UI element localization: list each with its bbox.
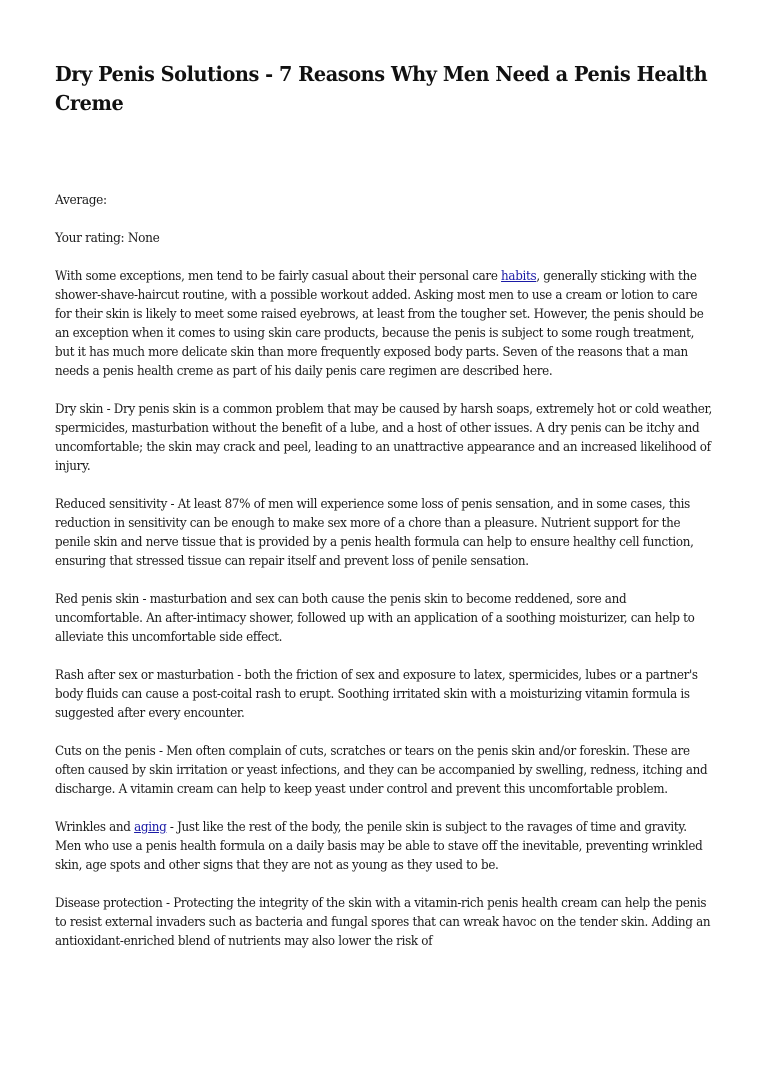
- red-skin-paragraph: Red penis skin - masturbation and sex can both cause the penis skin to become reddened, sore and uncomfortable. An after-intimacy shower, followed up with an application of a soothing moisturizer, can help to alleviate this uncomfortable side effect.: [55, 592, 695, 645]
- wrinkles-text-after: - Just like the rest of the body, the penile skin is subject to the ravages of time and gravity. Men who use a penis health formula on a daily basis may be able to stave off the inevitable, preventing wrinkled skin, age spots and other signs that they are not as young as they used to be.: [55, 820, 703, 873]
- aging-link[interactable]: aging: [134, 820, 167, 835]
- cuts-paragraph: Cuts on the penis - Men often complain of cuts, scratches or tears on the penis skin and/or foreskin. These are often caused by skin irritation or yeast infections, and they can be accompanied by swelling, redness, itching and discharge. A vitamin cream can help to keep yeast under control and prevent this uncomfortable problem.: [55, 744, 708, 797]
- average-rating-label: Average:: [55, 193, 107, 208]
- rash-paragraph: Rash after sex or masturbation - both the friction of sex and exposure to latex, spermicides, lubes or a partner's body fluids can cause a post-coital rash to erupt. Soothing irritated skin with a moisturizing vitamin formula is suggested after every encounter.: [55, 668, 698, 721]
- reduced-sensitivity-paragraph: Reduced sensitivity - At least 87% of men will experience some loss of penis sensation, and in some cases, this reduction in sensitivity can be enough to make sex more of a chore than a pleasure. Nutrient support for the penile skin and nerve tissue that is provided by a penis health formula can help to ensure healthy cell function, ensuring that stressed tissue can repair itself and prevent loss of penile sensation.: [55, 497, 694, 569]
- intro-text-before: With some exceptions, men tend to be fairly casual about their personal care: [55, 269, 502, 284]
- intro-paragraph: [55, 267, 716, 381]
- page-title: Dry Penis Solutions - 7 Reasons Why Men Need a Penis Health Creme: [55, 62, 708, 115]
- habits-link[interactable]: habits: [501, 269, 537, 284]
- disease-protection-paragraph: Disease protection - Protecting the integrity of the skin with a vitamin-rich penis health cream can help the penis to resist external invaders such as bacteria and fungal spores that can wreak havoc on the tender skin. Adding an antioxidant-enriched blend of nutrients may also lower the risk of: [55, 896, 711, 949]
- document-page: [55, 60, 715, 951]
- wrinkles-text-before: Wrinkles and: [55, 820, 135, 835]
- your-rating-label: Your rating: None: [55, 231, 160, 246]
- wrinkles-paragraph: [55, 818, 716, 875]
- dry-skin-paragraph: Dry skin - Dry penis skin is a common problem that may be caused by harsh soaps, extremely hot or cold weather, spermicides, masturbation without the benefit of a lube, and a host of other issues. A dry penis can be itchy and uncomfortable; the skin may crack and peel, leading to an unattractive appearance and an increased likelihood of injury.: [55, 402, 713, 474]
- intro-text-after: , generally sticking with the shower-shave-haircut routine, with a possible workout added. Asking most men to use a cream or lotion to care for their skin is likely to meet some raised eyebrows, at least from the tougher set. However, the penis should be an exception when it comes to using skin care products, because the penis is subject to some rough treatment, but it has much more delicate skin than more frequently exposed body parts. Seven of the reasons that a man needs a penis health creme as part of his daily penis care regimen are described here.: [55, 269, 704, 379]
